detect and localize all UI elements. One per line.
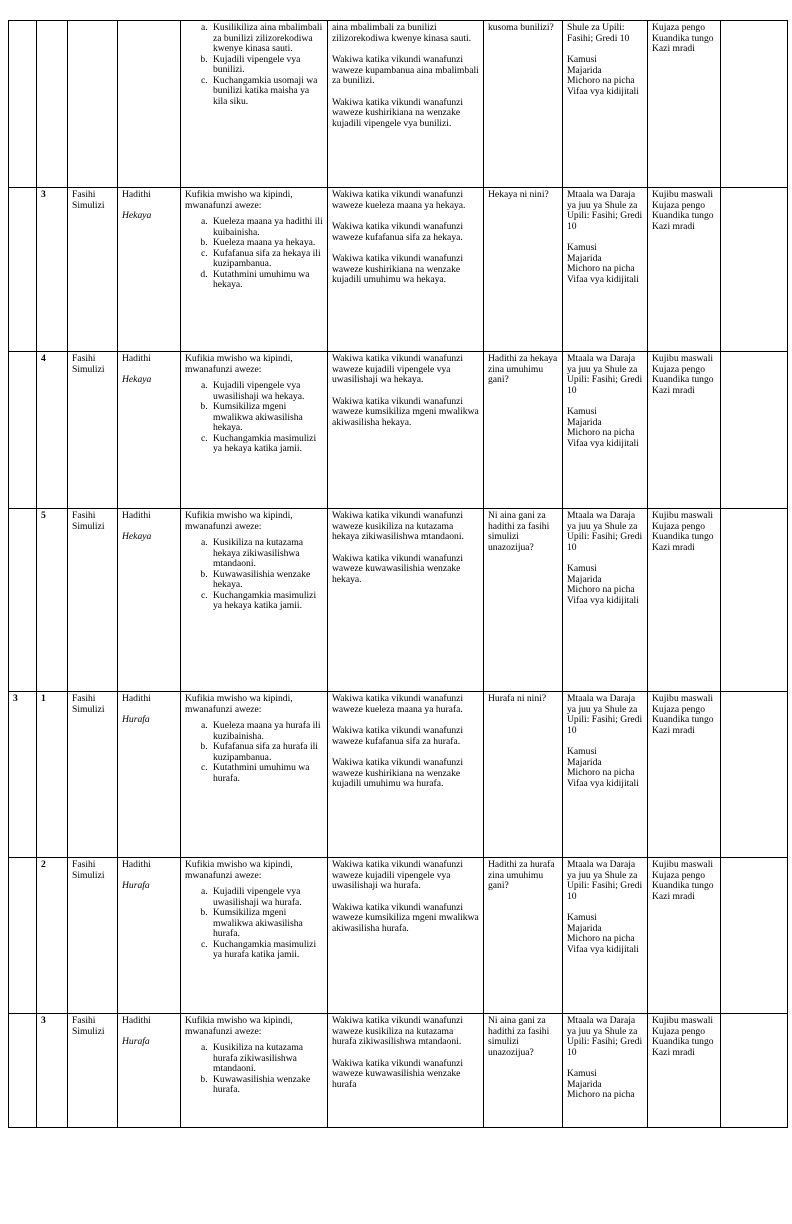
strand-cell (68, 188, 118, 352)
week-cell (9, 509, 37, 692)
experience-item: Wakiwa katika vikundi wanafunzi waweze kushirikiana na wenzake kujadili umuhimu wa hurafa. (332, 757, 464, 789)
assessment-methods: Kujibu maswali Kujaza pengo Kuandika tungo Kazi mradi (652, 510, 714, 553)
sub-strand-cell (118, 352, 181, 509)
assessment-cell (648, 188, 721, 352)
learning-resources-cell (563, 509, 648, 692)
reflection-cell (721, 188, 788, 352)
table-row (9, 1014, 788, 1128)
strand-cell (68, 352, 118, 509)
assessment-methods: Kujibu maswali Kujaza pengo Kuandika tungo Kazi mradi (652, 693, 714, 736)
key-inquiry-cell (484, 1014, 563, 1128)
sub-strand-text: Hadithi (122, 510, 151, 521)
experience-item: Wakiwa katika vikundi wanafunzi waweze kupambanua aina mbalimbali za bunilizi. (332, 54, 479, 86)
table-row (9, 188, 788, 352)
outcome-item: b. Kumsikiliza mgeni mwalikwa akiwasilisha hurafa. (210, 908, 324, 940)
table-row (9, 21, 788, 188)
outcome-item: a. Kusikiliza na kutazama hekaya zikiwasilishwa mtandaoni. (210, 538, 324, 570)
strand-text: Fasihi Simulizi (72, 693, 105, 715)
resource-block: Mtaala wa Daraja ya juu ya Shule za Upili: Fasihi; Gredi 10 (567, 693, 643, 736)
resource-block: Mtaala wa Daraja ya juu ya Shule za Upili: Fasihi; Gredi 10 (567, 1015, 643, 1058)
assessment-methods: Kujaza pengo Kuandika tungo Kazi mradi (652, 22, 714, 54)
table-row (9, 858, 788, 1014)
learning-outcomes-cell (181, 352, 328, 509)
strand-cell (68, 692, 118, 858)
learning-experiences-cell (328, 188, 484, 352)
sub-strand-cell (118, 692, 181, 858)
sub-strand-cell (118, 188, 181, 352)
learning-experiences-cell (328, 1014, 484, 1128)
reflection-cell (721, 858, 788, 1014)
sub-strand-text: Hadithi (122, 353, 151, 364)
resource-block: Mtaala wa Daraja ya juu ya Shule za Upili: Fasihi; Gredi 10 (567, 189, 643, 232)
resource-block: Kamusi Majarida Michoro na picha Vifaa vya kidijitali (567, 746, 639, 789)
reflection-cell (721, 509, 788, 692)
key-inquiry-question: Hurafa ni nini? (488, 693, 547, 704)
outcome-item: c. Kutathmini umuhimu wa hurafa. (210, 763, 324, 784)
outcomes-list (185, 1043, 324, 1096)
resource-block: Mtaala wa Daraja ya juu ya Shule za Upili: Fasihi; Gredi 10 (567, 510, 643, 553)
outcome-item: b. Kujadili vipengele vya bunilizi. (210, 55, 324, 76)
key-inquiry-cell (484, 21, 563, 188)
strand-cell (68, 21, 118, 188)
learning-outcomes-cell (181, 509, 328, 692)
experience-item: Wakiwa katika vikundi wanafunzi waweze kumsikiliza mgeni mwalikwa akiwasilisha hekaya. (332, 395, 479, 428)
reflection-cell (721, 1014, 788, 1128)
outcomes-intro: Kufikia mwisho wa kipindi, mwanafunzi aweze: (185, 693, 293, 715)
sub-strand-cell (118, 21, 181, 188)
learning-experiences-cell (328, 692, 484, 858)
lesson-number: 4 (41, 353, 46, 364)
assessment-cell (648, 21, 721, 188)
experience-item: Wakiwa katika vikundi wanafunzi waweze kushirikiana na wenzake kujadili umuhimu wa hekaya. (332, 253, 464, 285)
experience-item: Wakiwa katika vikundi wanafunzi waweze kusikiliza na kutazama hekaya zikiwasilishwa mtandaoni. (332, 510, 464, 542)
sub-strand-topic: Hurafa (122, 1035, 150, 1047)
outcomes-list (185, 217, 324, 291)
outcomes-intro: Kufikia mwisho wa kipindi, mwanafunzi aweze: (185, 189, 293, 211)
sub-strand-cell (118, 1014, 181, 1128)
key-inquiry-question: Ni aina gani za hadithi za fasihi simulizi unazozijua? (488, 1015, 550, 1058)
key-inquiry-question: Hekaya ni nini? (488, 189, 549, 200)
resource-block: Mtaala wa Daraja ya juu ya Shule za Upili: Fasihi; Gredi 10 (567, 859, 643, 902)
experience-item: Wakiwa katika vikundi wanafunzi waweze kusikiliza na kutazama hurafa zikiwasilishwa mtandaoni. (332, 1015, 464, 1047)
outcome-item: c. Kuchangamkia masimulizi ya hekaya katika jamii. (210, 434, 324, 455)
key-inquiry-cell (484, 509, 563, 692)
week-cell (9, 1014, 37, 1128)
sub-strand-text: Hadithi (122, 859, 151, 870)
week-cell (9, 188, 37, 352)
sub-strand-text: Hadithi (122, 693, 151, 704)
strand-text: Fasihi Simulizi (72, 189, 105, 211)
assessment-cell (648, 352, 721, 509)
outcome-item: b. Kuwawasilishia wenzake hurafa. (210, 1075, 324, 1096)
sub-strand-topic: Hekaya (122, 530, 152, 542)
lesson-number: 2 (41, 859, 46, 870)
reflection-cell (721, 352, 788, 509)
outcomes-list (185, 721, 324, 784)
reflection-cell (721, 21, 788, 188)
strand-text: Fasihi Simulizi (72, 353, 105, 375)
learning-resources-cell (563, 352, 648, 509)
strand-cell (68, 858, 118, 1014)
key-inquiry-question: kusoma bunilizi? (488, 22, 554, 33)
lesson-cell (37, 188, 68, 352)
outcome-item: a. Kueleza maana ya hurafa ili kuzibainisha. (210, 721, 324, 742)
lesson-cell (37, 509, 68, 692)
strand-text: Fasihi Simulizi (72, 510, 105, 532)
sub-strand-topic: Hurafa (122, 713, 150, 725)
learning-outcomes-cell (181, 21, 328, 188)
lesson-cell (37, 1014, 68, 1128)
lesson-cell (37, 352, 68, 509)
assessment-cell (648, 692, 721, 858)
outcome-item: a. Kueleza maana ya hadithi ili kuibainisha. (210, 217, 324, 238)
outcome-item: c. Kufafanua sifa za hekaya ili kuzipambanua. (210, 249, 324, 270)
lesson-cell (37, 21, 68, 188)
experience-item: Wakiwa katika vikundi wanafunzi waweze kufafanua sifa za hurafa. (332, 725, 464, 747)
learning-outcomes-cell (181, 1014, 328, 1128)
experience-item: Wakiwa katika vikundi wanafunzi waweze kujadili vipengele vya uwasilishaji wa hurafa. (332, 859, 464, 891)
outcomes-list (185, 23, 324, 107)
key-inquiry-question: Ni aina gani za hadithi za fasihi simulizi unazozijua? (488, 510, 550, 553)
learning-outcomes-cell (181, 692, 328, 858)
outcome-item: b. Kufafanua sifa za hurafa ili kuzipambanua. (210, 742, 324, 763)
table-row (9, 352, 788, 509)
assessment-methods: Kujibu maswali Kujaza pengo Kuandika tungo Kazi mradi (652, 353, 714, 396)
sub-strand-text: Hadithi (122, 1015, 151, 1026)
key-inquiry-cell (484, 692, 563, 858)
lesson-number: 3 (41, 1015, 46, 1026)
resource-block: Shule za Upili: Fasihi; Gredi 10 (567, 22, 630, 44)
outcomes-intro: Kufikia mwisho wa kipindi, mwanafunzi aweze: (185, 353, 293, 375)
week-cell (9, 21, 37, 188)
key-inquiry-cell (484, 188, 563, 352)
reflection-cell (721, 692, 788, 858)
outcomes-list (185, 887, 324, 961)
learning-experiences-cell (328, 858, 484, 1014)
learning-experiences-cell (328, 21, 484, 188)
resource-block: Kamusi Majarida Michoro na picha Vifaa vya kidijitali (567, 563, 639, 606)
outcome-item: c. Kuchangamkia masimulizi ya hurafa katika jamii. (210, 940, 324, 961)
week-cell (9, 858, 37, 1014)
experience-item: Wakiwa katika vikundi wanafunzi waweze kuwawasilishia wenzake hekaya. (332, 552, 464, 585)
week-cell (9, 352, 37, 509)
sub-strand-topic: Hurafa (122, 879, 150, 891)
strand-text: Fasihi Simulizi (72, 1015, 105, 1037)
outcome-item: b. Kueleza maana ya hekaya. (210, 238, 324, 249)
scheme-of-work-table (8, 20, 788, 1128)
experience-item: Wakiwa katika vikundi wanafunzi waweze kuwawasilishia wenzake hurafa (332, 1057, 464, 1090)
resource-block: Kamusi Majarida Michoro na picha Vifaa vya kidijitali (567, 242, 639, 285)
assessment-cell (648, 1014, 721, 1128)
experience-item: Wakiwa katika vikundi wanafunzi waweze kujadili vipengele vya uwasilishaji wa hekaya. (332, 353, 464, 385)
learning-experiences-cell (328, 509, 484, 692)
experience-item: Wakiwa katika vikundi wanafunzi waweze kushirikiana na wenzake kujadili vipengele vya bunilizi. (332, 96, 464, 129)
learning-outcomes-cell (181, 188, 328, 352)
key-inquiry-cell (484, 858, 563, 1014)
sub-strand-cell (118, 509, 181, 692)
learning-resources-cell (563, 858, 648, 1014)
outcome-item: b. Kumsikiliza mgeni mwalikwa akiwasilisha hekaya. (210, 402, 324, 434)
key-inquiry-cell (484, 352, 563, 509)
sub-strand-topic: Hekaya (122, 209, 152, 221)
outcome-item: d. Kutathmini umuhimu wa hekaya. (210, 270, 324, 291)
assessment-cell (648, 509, 721, 692)
outcome-item: a. Kusilikiliza aina mbalimbali za bunilizi zilizorekodiwa kwenye kinasa sauti. (210, 23, 324, 55)
resource-block: Kamusi Majarida Michoro na picha (567, 1068, 635, 1100)
table-row (9, 509, 788, 692)
experience-item: Wakiwa katika vikundi wanafunzi waweze kumsikiliza mgeni mwalikwa akiwasilisha hurafa. (332, 901, 479, 934)
outcome-item: c. Kuchangamkia masimulizi ya hekaya katika jamii. (210, 591, 324, 612)
lesson-cell (37, 858, 68, 1014)
table-row (9, 692, 788, 858)
assessment-cell (648, 858, 721, 1014)
learning-resources-cell (563, 1014, 648, 1128)
learning-experiences-cell (328, 352, 484, 509)
resource-block: Mtaala wa Daraja ya juu ya Shule za Upili: Fasihi; Gredi 10 (567, 353, 643, 396)
lesson-number: 3 (41, 189, 46, 200)
resource-block: Kamusi Majarida Michoro na picha Vifaa vya kidijitali (567, 54, 639, 97)
key-inquiry-question: Hadithi za hurafa zina umuhimu gani? (488, 859, 555, 891)
outcome-item: c. Kuchangamkia usomaji wa bunilizi katika maisha ya kila siku. (210, 76, 324, 108)
sub-strand-cell (118, 858, 181, 1014)
resource-block: Kamusi Majarida Michoro na picha Vifaa vya kidijitali (567, 912, 639, 955)
outcomes-intro: Kufikia mwisho wa kipindi, mwanafunzi aweze: (185, 510, 293, 532)
assessment-methods: Kujibu maswali Kujaza pengo Kuandika tungo Kazi mradi (652, 189, 714, 232)
lesson-cell (37, 692, 68, 858)
outcome-item: a. Kujadili vipengele vya uwasilishaji wa hekaya. (210, 381, 324, 402)
learning-outcomes-cell (181, 858, 328, 1014)
assessment-methods: Kujibu maswali Kujaza pengo Kuandika tungo Kazi mradi (652, 859, 714, 902)
lesson-number: 5 (41, 510, 46, 521)
outcomes-list (185, 381, 324, 455)
strand-text: Fasihi Simulizi (72, 859, 105, 881)
outcome-item: a. Kujadili vipengele vya uwasilishaji wa hurafa. (210, 887, 324, 908)
sub-strand-topic: Hekaya (122, 373, 152, 385)
experience-item: Wakiwa katika vikundi wanafunzi waweze kufafanua sifa za hekaya. (332, 221, 464, 243)
resource-block: Kamusi Majarida Michoro na picha Vifaa vya kidijitali (567, 406, 639, 449)
learning-resources-cell (563, 21, 648, 188)
experience-item: Wakiwa katika vikundi wanafunzi waweze kueleza maana ya hurafa. (332, 693, 464, 715)
key-inquiry-question: Hadithi za hekaya zina umuhimu gani? (488, 353, 558, 385)
learning-resources-cell (563, 692, 648, 858)
experience-item: Wakiwa katika vikundi wanafunzi waweze kueleza maana ya hekaya. (332, 189, 466, 211)
outcomes-intro: Kufikia mwisho wa kipindi, mwanafunzi aweze: (185, 859, 293, 881)
outcomes-list (185, 538, 324, 612)
strand-cell (68, 509, 118, 692)
experience-item: aina mbalimbali za bunilizi zilizorekodiwa kwenye kinasa sauti. (332, 22, 472, 44)
week-number: 3 (13, 693, 18, 704)
outcome-item: a. Kusikiliza na kutazama hurafa zikiwasilishwa mtandaoni. (210, 1043, 324, 1075)
outcome-item: b. Kuwawasilishia wenzake hekaya. (210, 570, 324, 591)
outcomes-intro: Kufikia mwisho wa kipindi, mwanafunzi aweze: (185, 1015, 293, 1037)
lesson-number: 1 (41, 693, 46, 704)
sub-strand-text: Hadithi (122, 189, 151, 200)
learning-resources-cell (563, 188, 648, 352)
strand-cell (68, 1014, 118, 1128)
assessment-methods: Kujibu maswali Kujaza pengo Kuandika tungo Kazi mradi (652, 1015, 714, 1058)
week-cell (9, 692, 37, 858)
